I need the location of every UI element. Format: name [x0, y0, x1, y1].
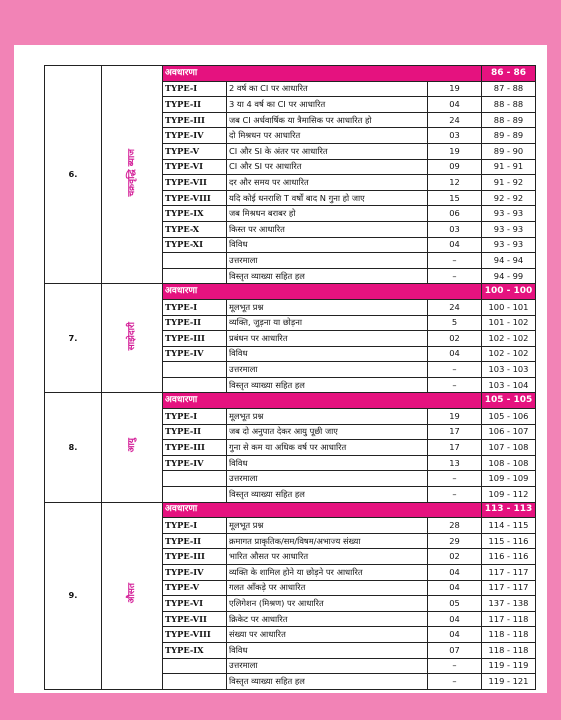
question-count: 13 [428, 455, 482, 471]
type-label: TYPE-II [163, 97, 227, 113]
type-label: TYPE-I [163, 518, 227, 534]
page-range: 87 - 88 [482, 81, 536, 97]
section-topic [102, 502, 163, 689]
type-label [163, 658, 227, 674]
topic-description: दो मिश्रधन पर आधारित [227, 128, 428, 144]
contents-table [44, 65, 536, 690]
type-label [163, 268, 227, 284]
question-count: 04 [428, 346, 482, 362]
topic-description: प्रबंधन पर आधारित [227, 331, 428, 347]
page-range: 115 - 116 [482, 533, 536, 549]
section-topic-label: साझेदारी [126, 322, 137, 351]
type-label: TYPE-I [163, 81, 227, 97]
section-number: 7. [45, 284, 102, 393]
concept-header: अवधारणा [163, 502, 482, 518]
topic-description: क्रमागत प्राकृतिक/सम/विषम/अभाज्य संख्या [227, 533, 428, 549]
type-label: TYPE-VII [163, 611, 227, 627]
topic-description: CI और SI पर आधारित [227, 159, 428, 175]
question-count: 28 [428, 518, 482, 534]
type-label: TYPE-III [163, 331, 227, 347]
section-number: 8. [45, 393, 102, 502]
question-count: 19 [428, 409, 482, 425]
type-label [163, 471, 227, 487]
topic-description: उत्तरमाला [227, 362, 428, 378]
question-count: 04 [428, 237, 482, 253]
section-topic-label: औसत [126, 583, 137, 604]
question-count: 04 [428, 565, 482, 581]
topic-description: 2 वर्ष का CI पर आधारित [227, 81, 428, 97]
question-count: – [428, 658, 482, 674]
type-label: TYPE-VIII [163, 627, 227, 643]
type-label: TYPE-VI [163, 596, 227, 612]
topic-description: भारित औसत पर आधारित [227, 549, 428, 565]
type-label [163, 253, 227, 269]
concept-pages: 100 - 100 [482, 284, 536, 300]
page-range: 100 - 101 [482, 299, 536, 315]
type-label: TYPE-III [163, 440, 227, 456]
question-count: 04 [428, 97, 482, 113]
question-count: 05 [428, 596, 482, 612]
topic-description: उत्तरमाला [227, 658, 428, 674]
topic-description: एलिगेशन (मिश्रण) पर आधारित [227, 596, 428, 612]
page-range: 101 - 102 [482, 315, 536, 331]
section-header-row [45, 502, 536, 518]
topic-description: उत्तरमाला [227, 253, 428, 269]
type-label: TYPE-IV [163, 346, 227, 362]
question-count: 04 [428, 627, 482, 643]
type-label: TYPE-IV [163, 565, 227, 581]
question-count: – [428, 253, 482, 269]
topic-description: मूलभूत प्रश्न [227, 409, 428, 425]
page-range: 118 - 118 [482, 627, 536, 643]
type-label: TYPE-I [163, 409, 227, 425]
question-count: – [428, 471, 482, 487]
page-range: 114 - 115 [482, 518, 536, 534]
section-topic [102, 284, 163, 393]
page-range: 91 - 92 [482, 175, 536, 191]
page-range: 117 - 117 [482, 565, 536, 581]
contents-body [45, 66, 536, 690]
page-range: 108 - 108 [482, 455, 536, 471]
page-range: 117 - 117 [482, 580, 536, 596]
topic-description: जब दो अनुपात देकर आयु पूछी जाए [227, 424, 428, 440]
type-label: TYPE-XI [163, 237, 227, 253]
type-label: TYPE-VIII [163, 190, 227, 206]
topic-description: गलत आँकड़े पर आधारित [227, 580, 428, 596]
section-header-row [45, 284, 536, 300]
type-label: TYPE-IX [163, 642, 227, 658]
type-label: TYPE-IX [163, 206, 227, 222]
type-label: TYPE-V [163, 143, 227, 159]
page-range: 88 - 88 [482, 97, 536, 113]
topic-description: उत्तरमाला [227, 471, 428, 487]
type-label [163, 487, 227, 503]
page-range: 88 - 89 [482, 112, 536, 128]
topic-description: विविध [227, 237, 428, 253]
section-header-row [45, 393, 536, 409]
topic-description: किस्त पर आधारित [227, 221, 428, 237]
type-label: TYPE-II [163, 424, 227, 440]
question-count: – [428, 362, 482, 378]
topic-description: संख्या पर आधारित [227, 627, 428, 643]
type-label: TYPE-V [163, 580, 227, 596]
page-range: 102 - 102 [482, 346, 536, 362]
concept-pages: 113 - 113 [482, 502, 536, 518]
topic-description: विस्तृत व्याख्या सहित हल [227, 377, 428, 393]
type-label: TYPE-III [163, 549, 227, 565]
concept-header: अवधारणा [163, 284, 482, 300]
question-count: – [428, 674, 482, 690]
question-count: – [428, 268, 482, 284]
page-range: 93 - 93 [482, 237, 536, 253]
type-label: TYPE-IV [163, 128, 227, 144]
topic-description: यदि कोई धनराशि T वर्षों बाद N गुना हो जाए [227, 190, 428, 206]
page-range: 116 - 116 [482, 549, 536, 565]
section-topic [102, 66, 163, 284]
page-range: 119 - 119 [482, 658, 536, 674]
type-label [163, 674, 227, 690]
question-count: – [428, 487, 482, 503]
topic-description: व्यक्ति के शामिल होने या छोड़ने पर आधारित [227, 565, 428, 581]
document-page [14, 45, 547, 693]
page-range: 93 - 93 [482, 221, 536, 237]
type-label [163, 362, 227, 378]
question-count: 24 [428, 299, 482, 315]
topic-description: CI और SI के अंतर पर आधारित [227, 143, 428, 159]
topic-description: विविध [227, 346, 428, 362]
type-label [163, 377, 227, 393]
page-range: 92 - 92 [482, 190, 536, 206]
question-count: 17 [428, 440, 482, 456]
question-count: 04 [428, 611, 482, 627]
concept-pages: 105 - 105 [482, 393, 536, 409]
question-count: 03 [428, 128, 482, 144]
page-range: 93 - 93 [482, 206, 536, 222]
page-range: 106 - 107 [482, 424, 536, 440]
topic-description: क्रिकेट पर आधारित [227, 611, 428, 627]
topic-description: दर और समय पर आधारित [227, 175, 428, 191]
question-count: 19 [428, 143, 482, 159]
section-header-row [45, 66, 536, 82]
page-range: 109 - 112 [482, 487, 536, 503]
type-label: TYPE-II [163, 315, 227, 331]
type-label: TYPE-VI [163, 159, 227, 175]
page-range: 102 - 102 [482, 331, 536, 347]
page-range: 118 - 118 [482, 642, 536, 658]
topic-description: विस्तृत व्याख्या सहित हल [227, 674, 428, 690]
topic-description: व्यक्ति, जुड़ना या छोड़ना [227, 315, 428, 331]
topic-description: 3 या 4 वर्ष का CI पर आधारित [227, 97, 428, 113]
type-label: TYPE-I [163, 299, 227, 315]
topic-description: जब CI अर्धवार्षिक या त्रैमासिक पर आधारित हो [227, 112, 428, 128]
page-range: 117 - 118 [482, 611, 536, 627]
question-count: 02 [428, 549, 482, 565]
question-count: 06 [428, 206, 482, 222]
type-label: TYPE-VII [163, 175, 227, 191]
question-count: 24 [428, 112, 482, 128]
concept-header: अवधारणा [163, 66, 482, 82]
question-count: 17 [428, 424, 482, 440]
question-count: 15 [428, 190, 482, 206]
concept-header: अवधारणा [163, 393, 482, 409]
page-range: 103 - 104 [482, 377, 536, 393]
type-label: TYPE-III [163, 112, 227, 128]
section-topic-label: चक्रवृद्धि ब्याज [126, 148, 137, 197]
page-range: 105 - 106 [482, 409, 536, 425]
topic-description: गुना से कम या अधिक वर्ष पर आधारित [227, 440, 428, 456]
topic-description: विस्तृत व्याख्या सहित हल [227, 487, 428, 503]
page-range: 89 - 89 [482, 128, 536, 144]
topic-description: जब मिश्रधन बराबर हो [227, 206, 428, 222]
type-label: TYPE-IV [163, 455, 227, 471]
question-count: – [428, 377, 482, 393]
question-count: 03 [428, 221, 482, 237]
question-count: 12 [428, 175, 482, 191]
section-topic [102, 393, 163, 502]
question-count: 09 [428, 159, 482, 175]
page-range: 89 - 90 [482, 143, 536, 159]
question-count: 04 [428, 580, 482, 596]
page-range: 119 - 121 [482, 674, 536, 690]
type-label: TYPE-X [163, 221, 227, 237]
concept-pages: 86 - 86 [482, 66, 536, 82]
page-range: 103 - 103 [482, 362, 536, 378]
page-range: 137 - 138 [482, 596, 536, 612]
question-count: 29 [428, 533, 482, 549]
question-count: 19 [428, 81, 482, 97]
section-number: 9. [45, 502, 102, 689]
question-count: 5 [428, 315, 482, 331]
type-label: TYPE-II [163, 533, 227, 549]
topic-description: मूलभूत प्रश्न [227, 518, 428, 534]
topic-description: विविध [227, 455, 428, 471]
page-range: 107 - 108 [482, 440, 536, 456]
topic-description: विस्तृत व्याख्या सहित हल [227, 268, 428, 284]
section-number: 6. [45, 66, 102, 284]
page-range: 91 - 91 [482, 159, 536, 175]
page-range: 94 - 94 [482, 253, 536, 269]
topic-description: विविध [227, 642, 428, 658]
section-topic-label: आयु [126, 438, 137, 453]
page-range: 109 - 109 [482, 471, 536, 487]
question-count: 02 [428, 331, 482, 347]
question-count: 07 [428, 642, 482, 658]
topic-description: मूलभूत प्रश्न [227, 299, 428, 315]
page-range: 94 - 99 [482, 268, 536, 284]
